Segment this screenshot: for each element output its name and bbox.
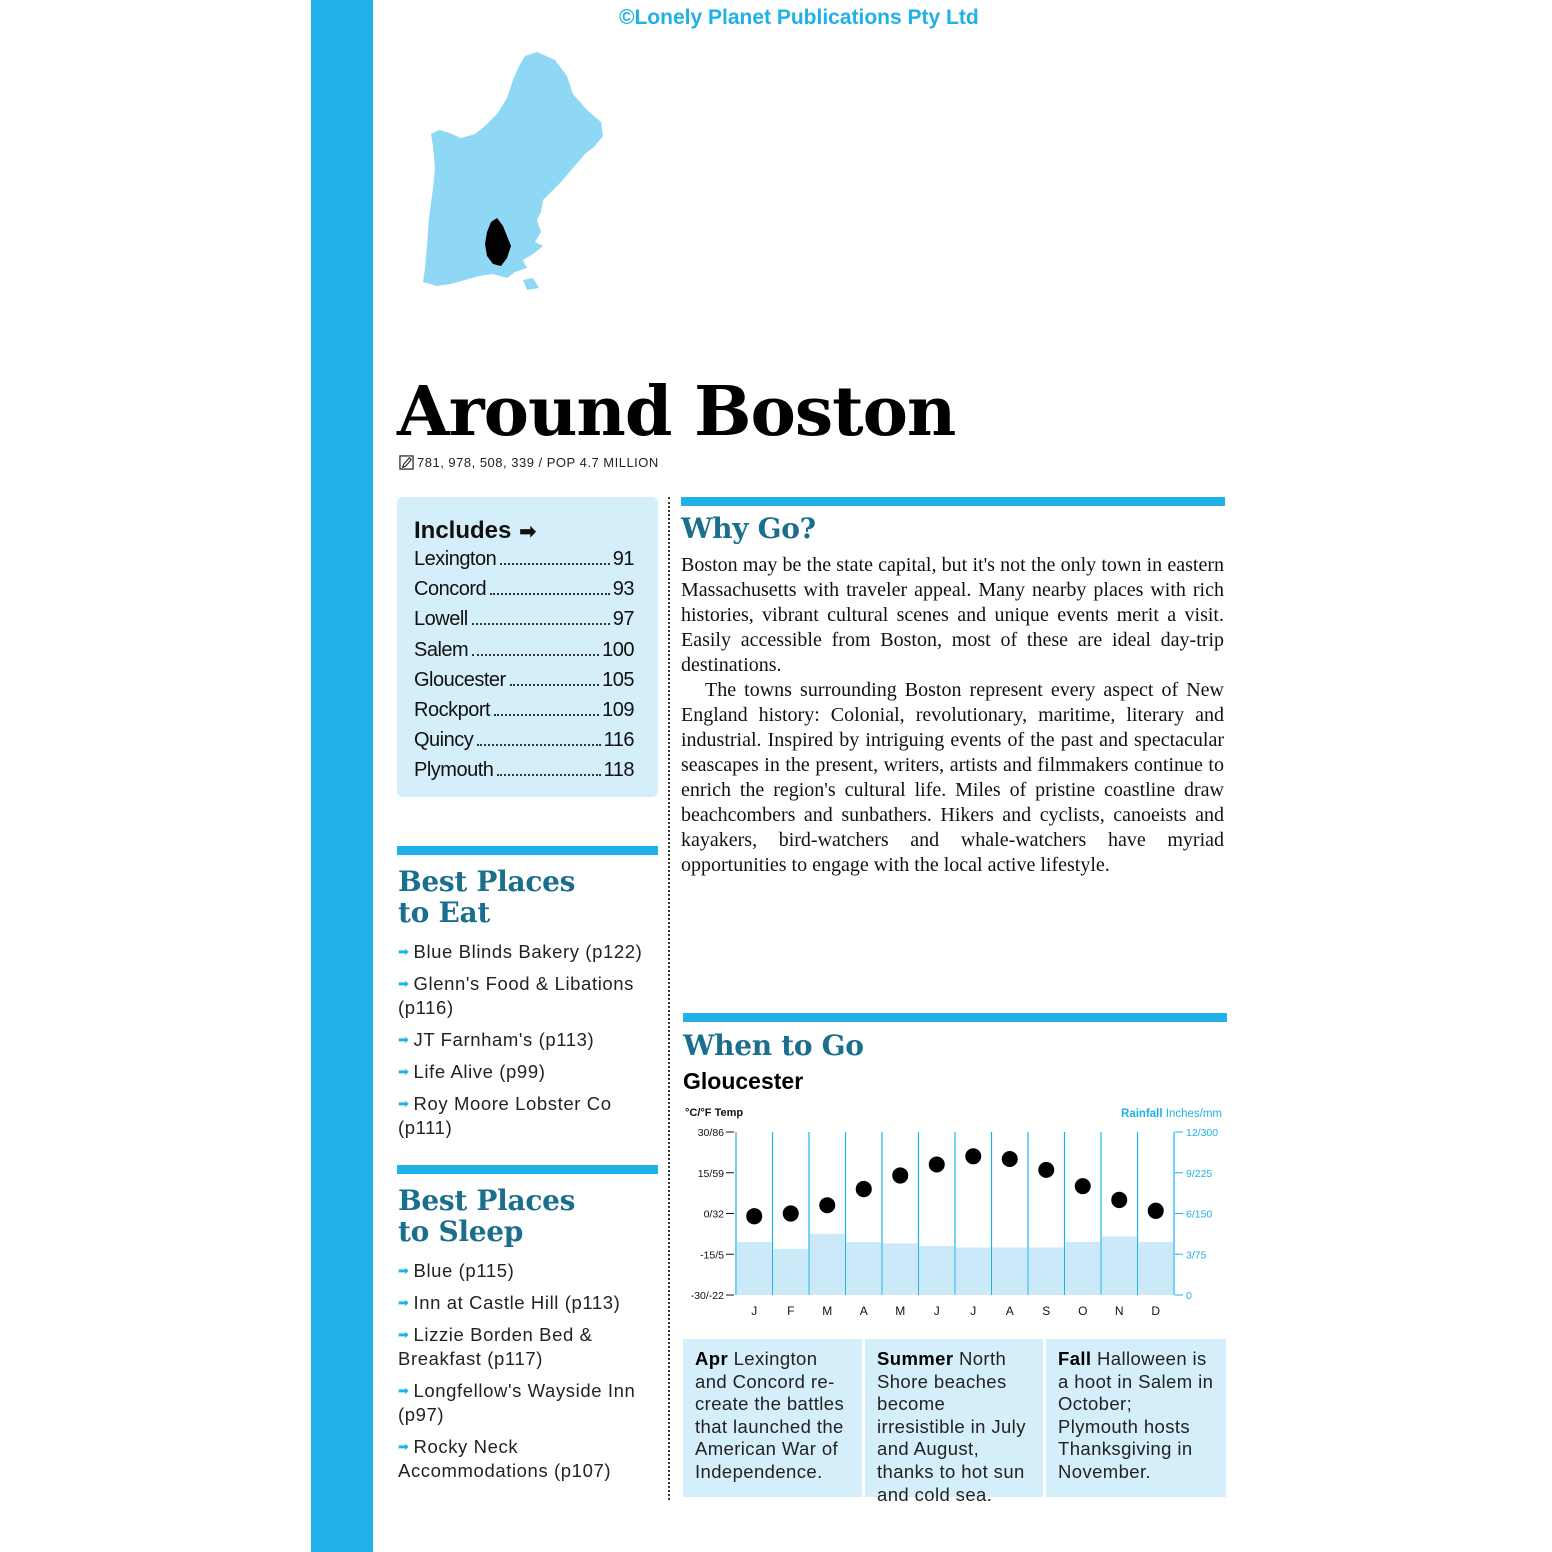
arrow-right-icon: ➡ — [398, 1096, 410, 1111]
temperature-range-bar — [929, 1156, 945, 1172]
includes-item-page: 105 — [602, 668, 634, 691]
includes-item[interactable] — [414, 669, 634, 699]
includes-item[interactable] — [414, 759, 634, 789]
area-codes-population: 781, 978, 508, 339 / POP 4.7 MILLION — [417, 455, 659, 470]
leader-dots — [490, 593, 610, 595]
section-rule — [397, 846, 658, 855]
list-item[interactable] — [398, 1379, 648, 1427]
arrow-right-icon: ➡ — [398, 976, 410, 991]
left-tick-label: -15/5 — [700, 1249, 724, 1262]
temperature-range-bar — [965, 1148, 981, 1164]
paragraph: The towns surrounding Boston represent every aspect of New England history: Colonial, revolutionary, maritime, literary and industrial. Inspired by intriguing events of the past and spectacular seascapes in the present, writers, artists and filmmakers continue to enrich the region's cultural life. Miles of pristine coastline draw beachcombers and sunbathers. Hikers and cyclists, canoeists and kayakers, bird-watchers and whale-watchers have myriad opportunities to engage with the local active lifestyle. — [681, 679, 1224, 876]
chart-city-name: Gloucester — [683, 1068, 804, 1094]
arrow-right-icon: ➡ — [519, 520, 537, 543]
temperature-range-bar — [1038, 1162, 1054, 1178]
list-item[interactable] — [398, 1323, 648, 1371]
rainfall-bar — [1102, 1237, 1137, 1295]
best-sleep-heading — [398, 1185, 575, 1247]
right-tick-label: 0 — [1186, 1290, 1192, 1302]
list-item[interactable] — [398, 940, 648, 964]
left-tick-label: 15/59 — [697, 1167, 724, 1180]
sidebar-color-bar — [311, 0, 373, 1552]
when-to-go-heading: When to Go — [683, 1029, 864, 1062]
section-rule — [683, 1013, 1227, 1022]
arrow-right-icon: ➡ — [398, 1295, 410, 1310]
arrow-right-icon: ➡ — [398, 944, 410, 959]
left-axis-label: °C/°F Temp — [685, 1107, 744, 1119]
heading-line: Best Places — [398, 865, 576, 898]
season-text: North Shore beaches become irresistible in July and August, thanks to hot sun and cold sea. — [877, 1348, 1026, 1505]
includes-item[interactable] — [414, 548, 634, 578]
rainfall-bar — [883, 1243, 918, 1295]
includes-item-page: 97 — [612, 608, 634, 631]
month-label: N — [1114, 1304, 1124, 1318]
arrow-right-icon: ➡ — [398, 1327, 410, 1342]
region-locator-map — [415, 50, 615, 290]
temperature-range-bar — [1148, 1203, 1164, 1219]
list-item-text: Longfellow's Wayside Inn (p97) — [398, 1380, 636, 1425]
paragraph: Boston may be the state capital, but it's not the only town in eastern Massachusetts with traveler appeal. Many nearby places with rich histories, vibrant cultural scenes and unique events merit a visit. Easily accessible from Boston, most of these are ideal day-trip destinations. — [681, 554, 1224, 676]
includes-item-page: 91 — [612, 548, 634, 570]
includes-item[interactable] — [414, 639, 634, 669]
rainfall-bar — [956, 1247, 991, 1295]
arrow-right-icon: ➡ — [398, 1383, 410, 1398]
leader-dots — [510, 684, 599, 686]
copyright-notice: ©Lonely Planet Publications Pty Ltd — [619, 6, 979, 29]
list-item[interactable] — [398, 1060, 648, 1084]
left-tick-label: -30/-22 — [690, 1290, 724, 1302]
season-label: Fall — [1058, 1348, 1092, 1369]
temperature-range-bar — [819, 1197, 835, 1213]
best-eat-heading — [398, 866, 575, 928]
temperature-range-bar — [892, 1167, 908, 1183]
why-go-body — [681, 553, 1224, 878]
includes-item-name: Plymouth — [414, 759, 494, 782]
list-item-text: Blue (p115) — [413, 1260, 515, 1281]
rainfall-bar — [1066, 1242, 1101, 1295]
list-item-text: Rocky Neck Accommodations (p107) — [398, 1436, 612, 1481]
temperature-range-bar — [856, 1181, 872, 1197]
includes-list — [414, 548, 634, 790]
includes-item-page: 116 — [603, 729, 634, 752]
rainfall-bar — [1139, 1242, 1174, 1295]
month-label: J — [933, 1304, 940, 1318]
includes-item[interactable] — [414, 699, 634, 729]
right-tick-label: 12/300 — [1186, 1127, 1219, 1139]
best-eat-list — [398, 940, 648, 1148]
section-rule — [681, 497, 1225, 506]
rainfall-bar — [737, 1242, 772, 1295]
temperature-range-bar — [1002, 1151, 1018, 1167]
right-tick-label: 3/75 — [1186, 1249, 1207, 1262]
climate-chart — [680, 1100, 1228, 1322]
rainfall-bar — [920, 1246, 955, 1295]
page-title: Around Boston — [397, 372, 956, 452]
list-item-text: Blue Blinds Bakery (p122) — [413, 941, 643, 962]
includes-item-name: Quincy — [414, 729, 474, 752]
list-item[interactable] — [398, 1259, 648, 1283]
season-label: Apr — [695, 1348, 729, 1369]
list-item-text: Lizzie Borden Bed & Breakfast (p117) — [398, 1324, 593, 1369]
month-label: O — [1078, 1304, 1088, 1318]
rainfall-bar — [774, 1249, 809, 1295]
list-item-text: JT Farnham's (p113) — [413, 1029, 595, 1050]
includes-item-name: Lexington — [414, 548, 497, 570]
includes-heading-label: Includes — [414, 517, 512, 544]
month-label: J — [751, 1304, 758, 1318]
left-tick-label: 30/86 — [697, 1127, 724, 1139]
phone-icon — [399, 455, 414, 470]
includes-item-name: Lowell — [414, 608, 468, 631]
leader-dots — [472, 623, 610, 625]
includes-item[interactable] — [414, 608, 634, 638]
includes-item-page: 100 — [602, 638, 634, 661]
month-label: J — [970, 1304, 977, 1318]
why-go-heading: Why Go? — [681, 512, 816, 545]
leader-dots — [500, 563, 610, 565]
list-item[interactable] — [398, 1028, 648, 1052]
leader-dots — [472, 654, 599, 656]
list-item[interactable] — [398, 972, 648, 1020]
rainfall-bar — [810, 1234, 845, 1295]
season-text: Halloween is a hoot in Salem in October; Plymouth hosts Thanksgiving in November. — [1058, 1348, 1214, 1482]
temperature-range-bar — [1111, 1192, 1127, 1208]
month-label: M — [895, 1304, 906, 1318]
temperature-range-bar — [1075, 1178, 1091, 1194]
month-label: S — [1042, 1304, 1051, 1318]
arrow-right-icon: ➡ — [398, 1439, 410, 1454]
list-item[interactable] — [398, 1092, 648, 1140]
includes-heading — [414, 517, 634, 545]
season-label: Summer — [877, 1348, 954, 1369]
list-item-text: Glenn's Food & Libations (p116) — [398, 973, 635, 1018]
month-label: A — [1005, 1304, 1014, 1318]
best-sleep-list — [398, 1259, 648, 1491]
includes-item-name: Concord — [414, 578, 487, 601]
rainfall-bar — [847, 1242, 882, 1295]
includes-item[interactable] — [414, 729, 634, 759]
leader-dots — [477, 744, 600, 746]
includes-panel — [397, 497, 658, 797]
right-axis-label: Rainfall Inches/mm — [1121, 1108, 1222, 1120]
includes-item-page: 109 — [602, 698, 634, 721]
season-text: Lexington and Concord re-create the battles that launched the American War of Independence. — [695, 1348, 845, 1482]
month-label: A — [859, 1304, 868, 1318]
temperature-range-bar — [746, 1208, 762, 1224]
rainfall-bar — [993, 1247, 1028, 1295]
includes-item-name: Gloucester — [414, 668, 506, 691]
temperature-range-bar — [783, 1205, 799, 1221]
list-item[interactable] — [398, 1435, 648, 1483]
left-tick-label: 0/32 — [703, 1208, 724, 1221]
heading-line: to Sleep — [398, 1215, 524, 1248]
info-line — [399, 455, 659, 470]
includes-item-page: 118 — [603, 759, 634, 782]
season-box-apr — [683, 1339, 862, 1497]
list-item[interactable] — [398, 1291, 648, 1315]
heading-line: Best Places — [398, 1184, 576, 1217]
column-divider — [668, 497, 670, 1500]
season-box-fall — [1046, 1339, 1226, 1497]
leader-dots — [497, 774, 600, 776]
heading-line: to Eat — [398, 896, 490, 929]
right-tick-label: 6/150 — [1186, 1208, 1213, 1221]
arrow-right-icon: ➡ — [398, 1032, 410, 1047]
list-item-text: Inn at Castle Hill (p113) — [413, 1292, 621, 1313]
includes-item-name: Rockport — [414, 698, 491, 721]
right-tick-label: 9/225 — [1186, 1167, 1213, 1180]
month-label: D — [1151, 1304, 1161, 1318]
includes-item-name: Salem — [414, 638, 469, 661]
arrow-right-icon: ➡ — [398, 1064, 410, 1079]
month-label: F — [787, 1304, 795, 1318]
season-box-summer — [865, 1339, 1043, 1505]
leader-dots — [494, 714, 599, 716]
arrow-right-icon: ➡ — [398, 1263, 410, 1278]
list-item-text: Life Alive (p99) — [413, 1061, 546, 1082]
includes-item[interactable] — [414, 578, 634, 608]
month-label: M — [822, 1304, 833, 1318]
section-rule — [397, 1165, 658, 1174]
includes-item-page: 93 — [612, 578, 634, 601]
rainfall-bar — [1029, 1247, 1064, 1295]
list-item-text: Roy Moore Lobster Co (p111) — [398, 1093, 612, 1138]
